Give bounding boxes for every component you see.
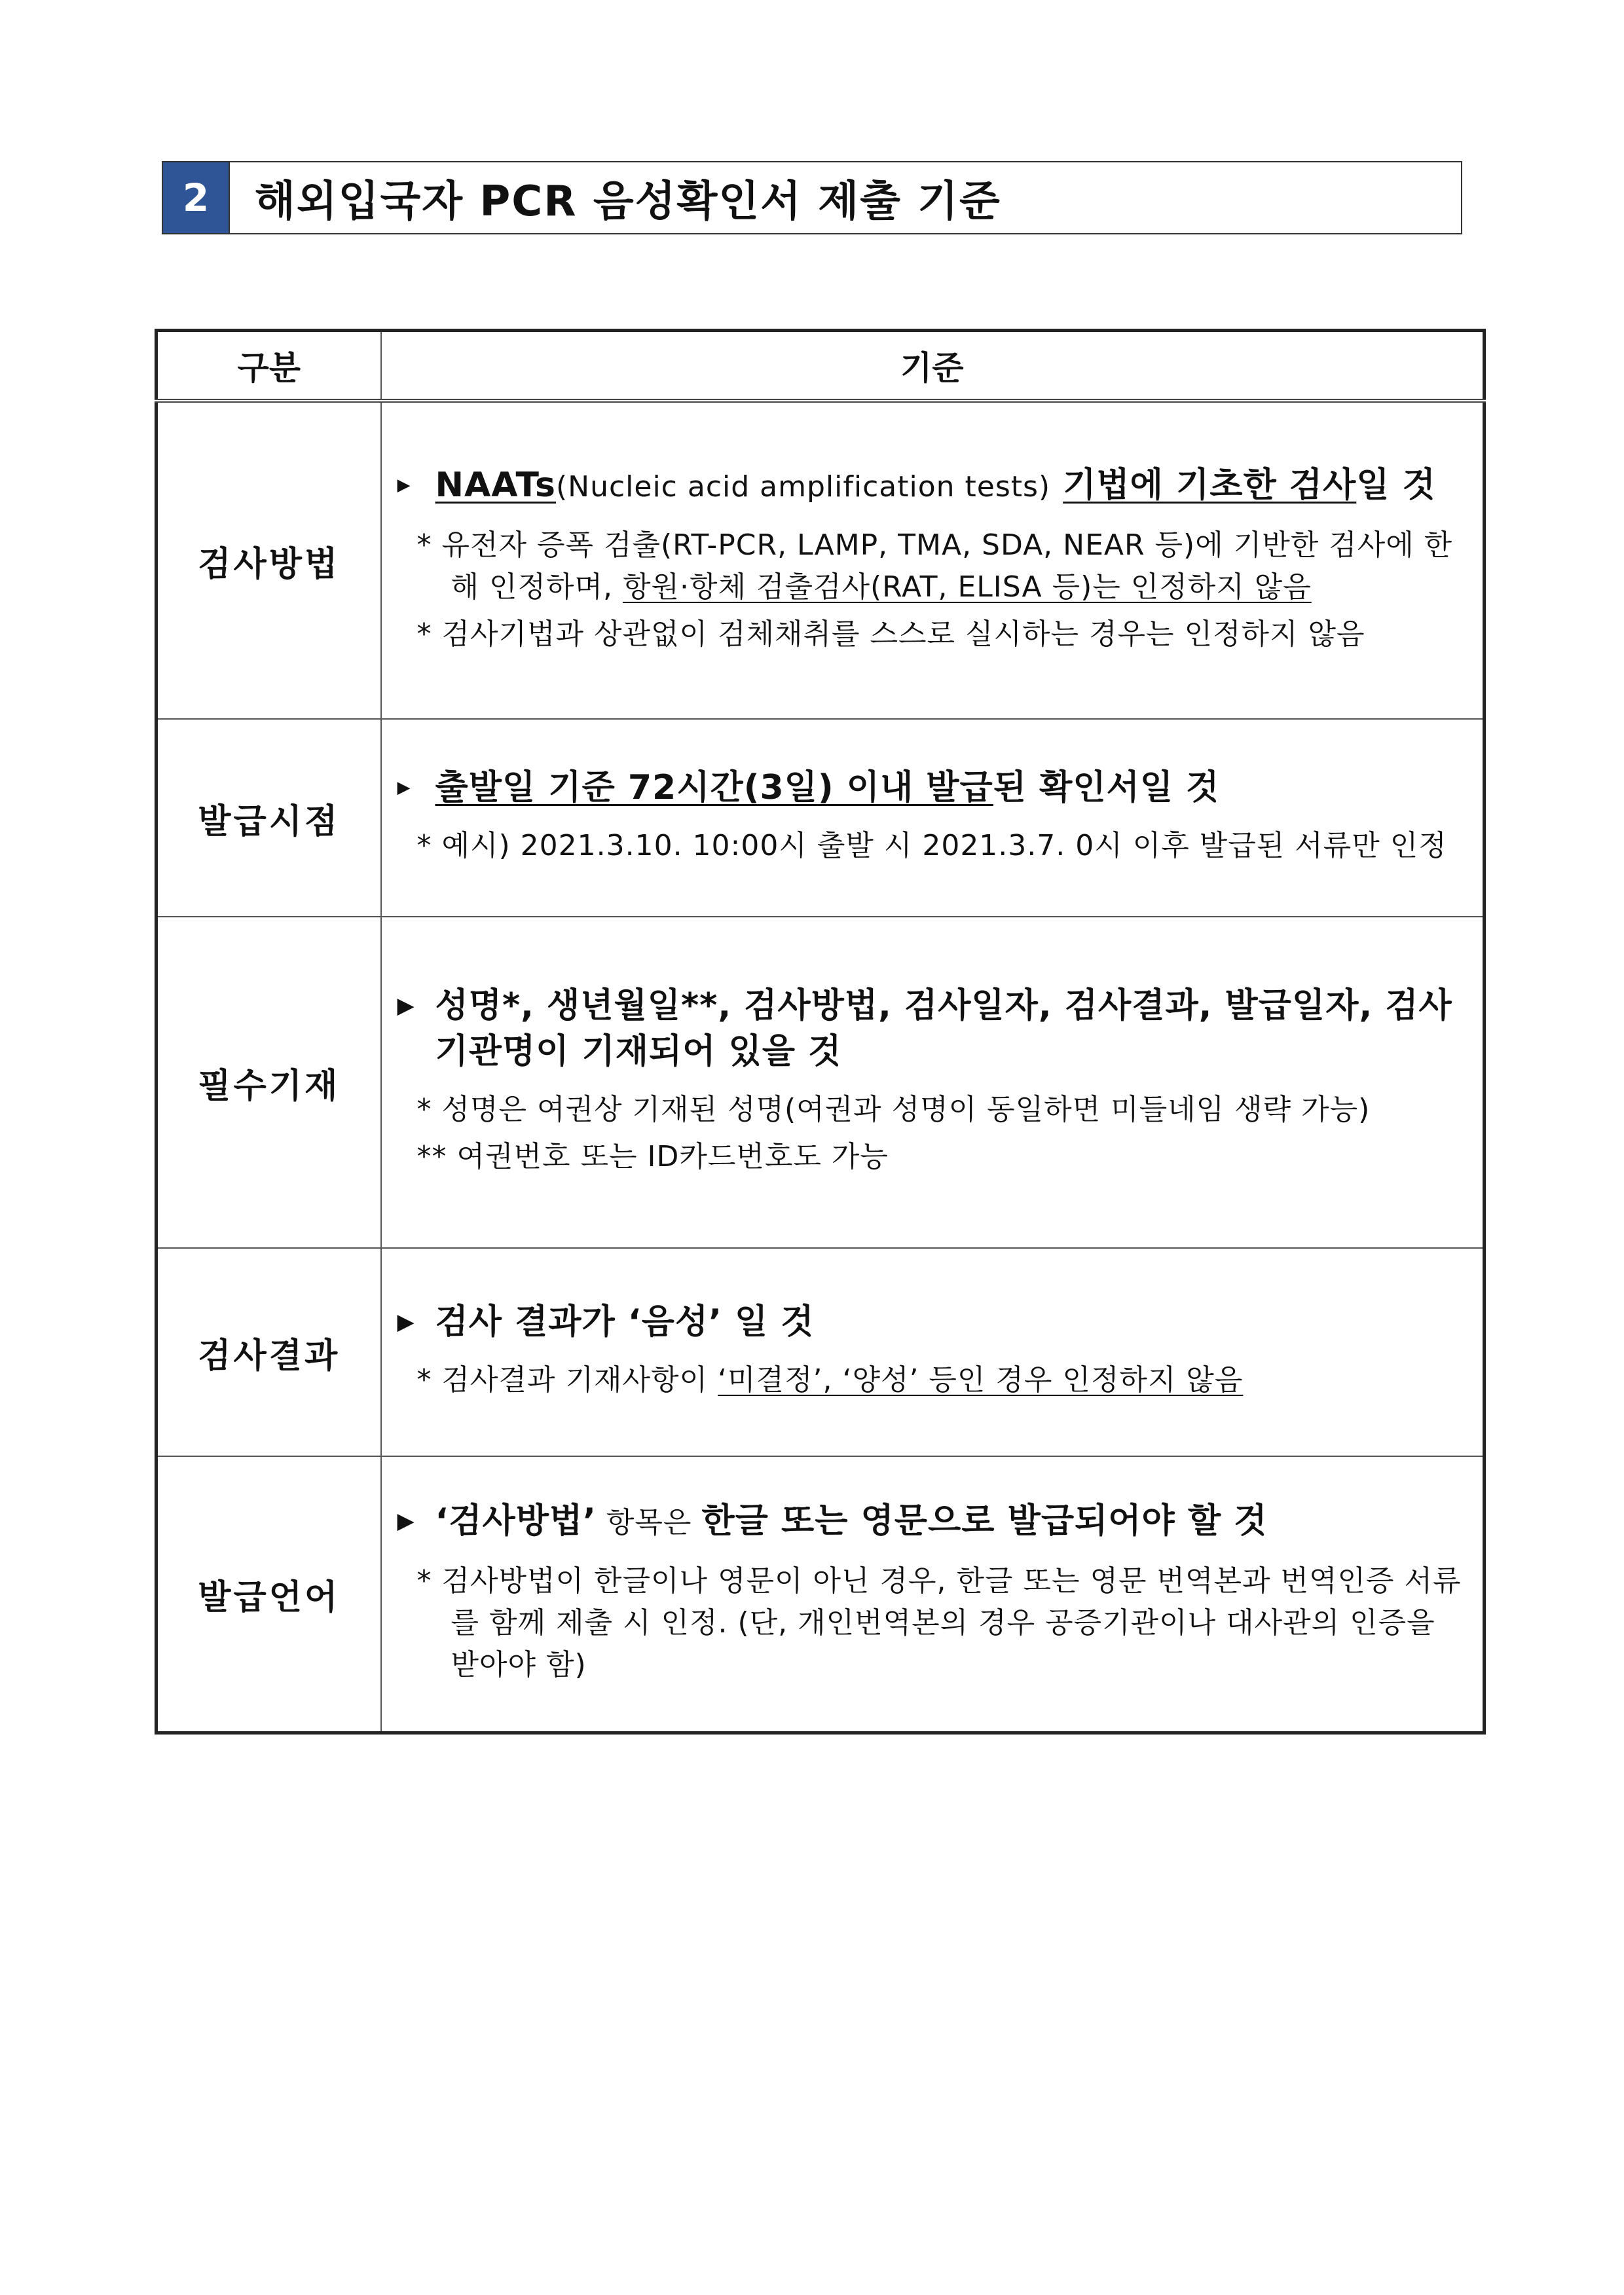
- table-row: [157, 917, 1485, 1248]
- criteria-cell: [381, 401, 1485, 719]
- criteria-cell: [381, 1456, 1485, 1733]
- criteria-table: [155, 329, 1486, 1735]
- triangle-bullet-icon: ▶: [397, 1507, 415, 1534]
- criterion-note: * 예시) 2021.3.10. 10:00시 출발 시 2021.3.7. 0시 이후 발급된 서류만 인정: [416, 829, 1447, 862]
- category-cell: 검사방법: [157, 401, 381, 719]
- section-number-badge: 2: [163, 162, 230, 233]
- criteria-cell: [381, 917, 1485, 1248]
- main-criterion: ▶ 성명*, 생년월일**, 검사방법, 검사일자, 검사결과, 발급일자, 검사기관명이 기재되어 있을 것: [397, 983, 1469, 1074]
- category-cell: 발급언어: [157, 1456, 381, 1733]
- criterion-note: * 검사기법과 상관없이 검체채취를 스스로 실시하는 경우는 인정하지 않음: [416, 617, 1365, 651]
- main-criterion: ▶ ‘검사방법’ 항목은 한글 또는 영문으로 발급되어야 할 것: [397, 1498, 1469, 1546]
- table-row: [157, 719, 1485, 917]
- criteria-cell: [381, 719, 1485, 917]
- criterion-note: ** 여권번호 또는 ID카드번호도 가능: [416, 1140, 889, 1173]
- triangle-bullet-icon: ▶: [397, 1309, 415, 1335]
- section-heading: [162, 161, 1462, 234]
- header-criteria: 기준: [381, 331, 1485, 401]
- category-cell: 검사결과: [157, 1248, 381, 1456]
- table-header-row: [157, 331, 1485, 401]
- category-cell: 발급시점: [157, 719, 381, 917]
- triangle-bullet-icon: ▶: [397, 993, 415, 1019]
- main-criterion: ▶ NAATs(Nucleic acid amplification tests) 기법에 기초한 검사일 것: [397, 462, 1469, 510]
- criteria-cell: [381, 1248, 1485, 1456]
- main-criterion: ▶ 출발일 기준 72시간(3일) 이내 발급된 확인서일 것: [397, 765, 1469, 811]
- criterion-note: * 검사결과 기재사항이 ‘미결정’, ‘양성’ 등인 경우 인정하지 않음: [416, 1363, 1244, 1397]
- criterion-note: * 유전자 증폭 검출(RT-PCR, LAMP, TMA, SDA, NEAR 등)에 기반한 검사에 한해 인정하며, 항원·항체 검출검사(RAT, ELISA 등)는 인정하지 않음: [416, 528, 1453, 604]
- main-criterion: ▶ 검사 결과가 ‘음성’ 일 것: [397, 1299, 1469, 1345]
- table-row: [157, 1248, 1485, 1456]
- header-category: 구분: [157, 331, 381, 401]
- triangle-bullet-icon: ▶: [397, 778, 411, 798]
- criterion-note: * 성명은 여권상 기재된 성명(여권과 성명이 동일하면 미들네임 생략 가능): [416, 1093, 1371, 1126]
- category-cell: 필수기재: [157, 917, 381, 1248]
- criterion-note: * 검사방법이 한글이나 영문이 아닌 경우, 한글 또는 영문 번역본과 번역인증 서류를 함께 제출 시 인정. (단, 개인번역본의 경우 공증기관이나 대사관의 인증을 받아야 함): [416, 1564, 1462, 1681]
- table-row: [157, 1456, 1485, 1733]
- triangle-bullet-icon: ▶: [397, 475, 411, 495]
- section-title: 해외입국자 PCR 음성확인서 제출 기준: [255, 177, 1001, 226]
- table-row: [157, 401, 1485, 719]
